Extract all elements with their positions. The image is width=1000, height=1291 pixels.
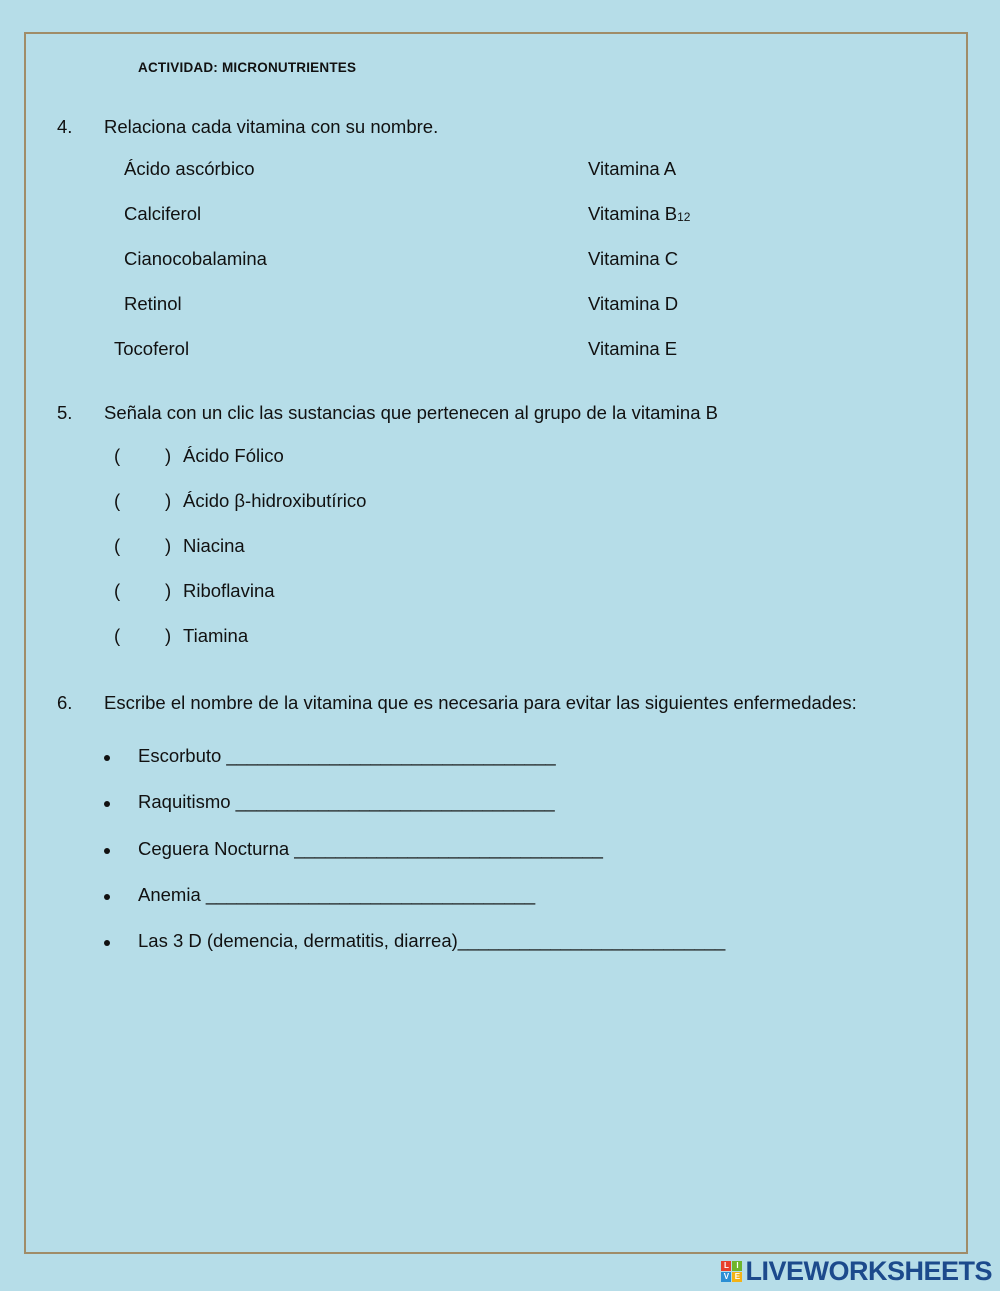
q4-right-item[interactable]: Vitamina A <box>588 158 677 179</box>
q5-option: Tiamina <box>183 625 249 646</box>
logo-square: E <box>732 1272 742 1282</box>
logo-square: I <box>732 1261 742 1271</box>
q4-left-item[interactable]: Cianocobalamina <box>124 248 267 269</box>
q6-fill-item[interactable]: Anemia ________________________________ <box>138 884 536 905</box>
close-paren: ) <box>165 625 172 646</box>
q4-right-item-subscript: 12 <box>677 210 691 224</box>
q5-option: Ácido β-hidroxibutírico <box>183 490 367 511</box>
liveworksheets-logo[interactable] <box>721 1257 992 1285</box>
q4-left-item[interactable]: Calciferol <box>124 203 202 224</box>
q6-fill-item[interactable]: Escorbuto ________________________________ <box>138 745 556 766</box>
bullet <box>104 940 110 946</box>
open-paren: ( <box>114 490 121 511</box>
close-paren: ) <box>165 445 172 466</box>
bullet <box>104 755 110 761</box>
logo-text: LIVEWORKSHEETS <box>745 1255 992 1286</box>
q4-left-item[interactable]: Tocoferol <box>114 338 190 359</box>
open-paren: ( <box>114 580 121 601</box>
q5-number: 5. <box>57 402 73 423</box>
q4-right-item[interactable]: Vitamina C <box>588 248 679 269</box>
q4-right-item[interactable]: Vitamina E <box>588 338 678 359</box>
q5-prompt: Señala con un clic las sustancias que pertenecen al grupo de la vitamina B <box>104 402 718 423</box>
close-paren: ) <box>165 490 172 511</box>
q6-prompt: Escribe el nombre de la vitamina que es necesaria para evitar las siguientes enfermedades: <box>104 692 857 713</box>
activity-title: ACTIVIDAD: MICRONUTRIENTES <box>138 60 357 75</box>
q5-option: Niacina <box>183 535 245 556</box>
q6-fill-item[interactable]: Raquitismo _______________________________ <box>138 791 555 812</box>
open-paren: ( <box>114 625 121 646</box>
bullet <box>104 848 110 854</box>
q5-checkbox[interactable] <box>114 535 178 559</box>
q6-number: 6. <box>57 692 73 713</box>
open-paren: ( <box>114 535 121 556</box>
logo-square: V <box>721 1272 731 1282</box>
q4-left-item[interactable]: Retinol <box>124 293 182 314</box>
logo-square: L <box>721 1261 731 1271</box>
q5-checkbox[interactable] <box>114 625 178 649</box>
bullet <box>104 801 110 807</box>
q4-number: 4. <box>57 116 73 137</box>
logo-squares-icon <box>721 1261 742 1282</box>
q5-checkbox[interactable] <box>114 580 178 604</box>
q6-fill-item[interactable]: Las 3 D (demencia, dermatitis, diarrea)__________________________ <box>138 930 726 951</box>
q4-right-item[interactable]: Vitamina D <box>588 293 679 314</box>
q5-checkbox[interactable] <box>114 490 178 514</box>
q5-checkbox[interactable] <box>114 445 178 469</box>
q4-right-item[interactable] <box>588 203 690 225</box>
q5-option: Ácido Fólico <box>183 445 284 466</box>
close-paren: ) <box>165 580 172 601</box>
q4-prompt: Relaciona cada vitamina con su nombre. <box>104 116 439 137</box>
q6-fill-item[interactable]: Ceguera Nocturna ______________________________ <box>138 838 603 859</box>
close-paren: ) <box>165 535 172 556</box>
q4-right-item-label: Vitamina B <box>588 203 678 224</box>
q4-left-item[interactable]: Ácido ascórbico <box>124 158 255 179</box>
open-paren: ( <box>114 445 121 466</box>
q5-option: Riboflavina <box>183 580 275 601</box>
bullet <box>104 894 110 900</box>
